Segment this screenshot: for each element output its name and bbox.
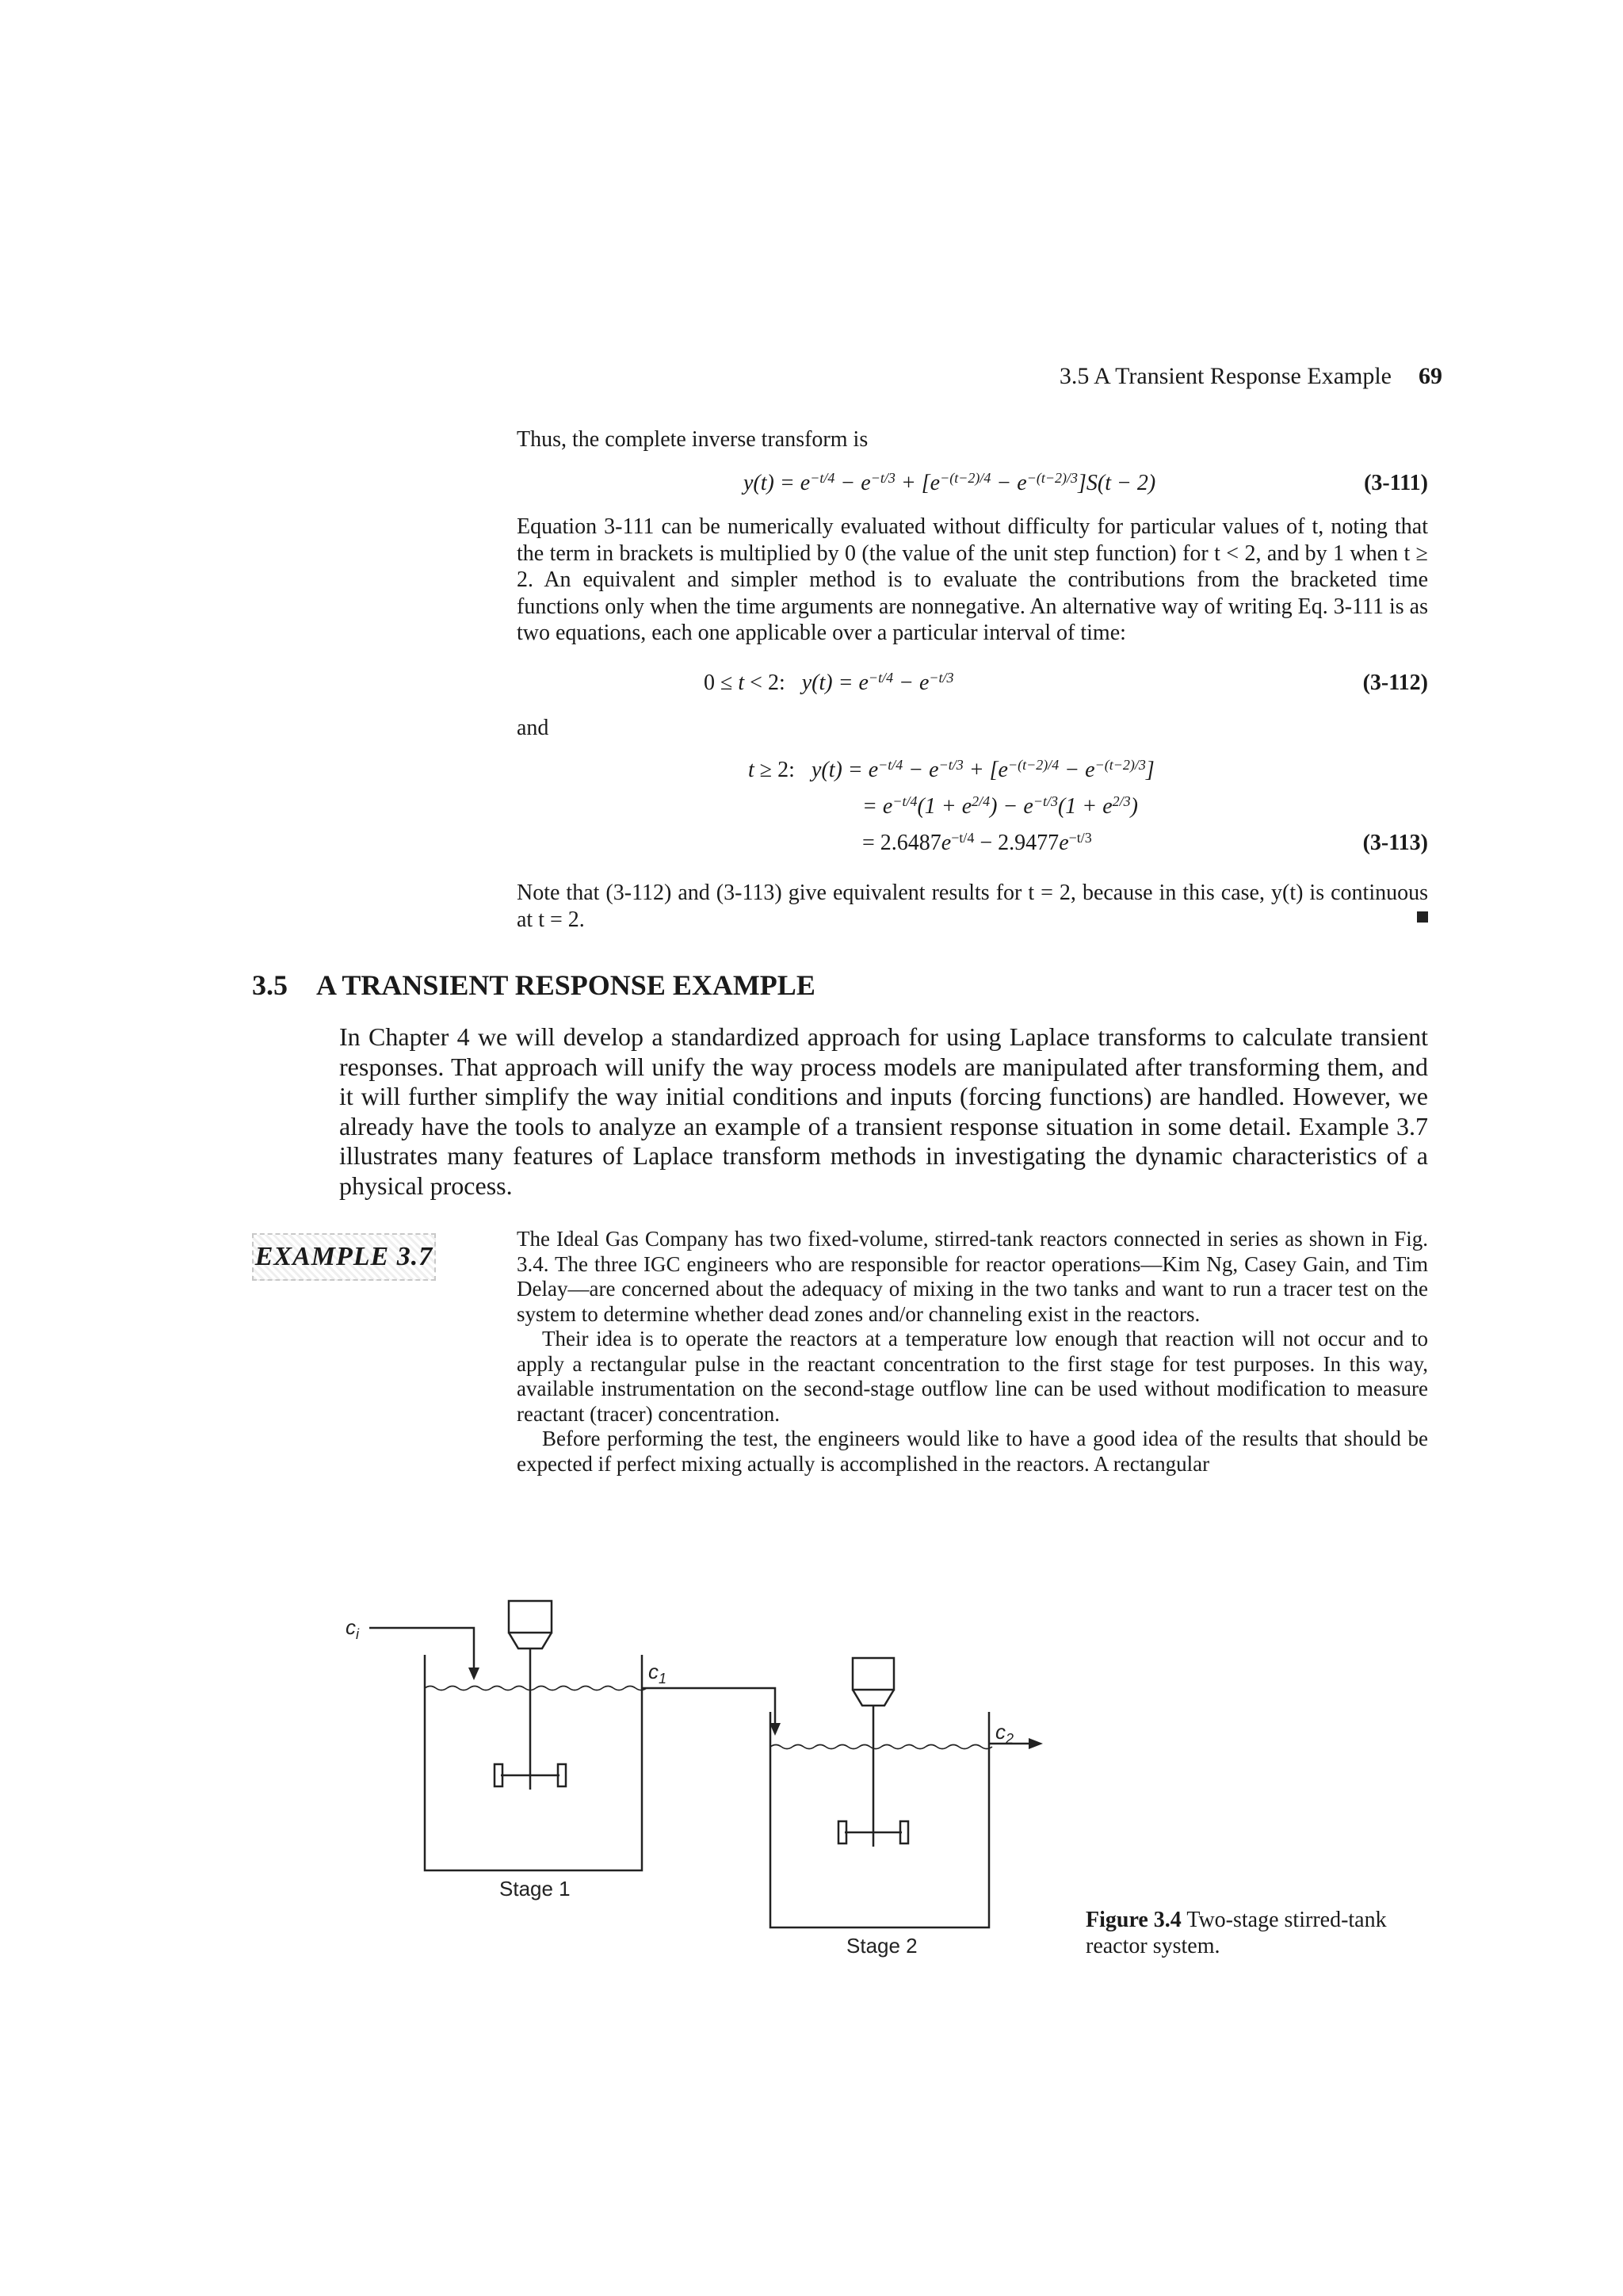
- tank-1-liquid-level: [425, 1687, 647, 1690]
- motor-1-body: [509, 1601, 552, 1633]
- outlet-arrowhead: [1029, 1738, 1043, 1749]
- figure-caption: [1086, 1907, 1419, 1959]
- figure-stirred-tank-diagram: [317, 1585, 1109, 2029]
- inlet-line: [369, 1628, 474, 1671]
- paragraph-evaluation: Equation 3-111 can be numerically evaluated without difficulty for particular values of t, noting that the term in brackets is multiplied by 0 (the value of the unit step function) for t < 2, and by 1 when t ≥ 2. An equivalent and simpler method is to evaluate the contributions from the bracketed time functions only when the time arguments are nonnegative. An alternative way of writing Eq. 3-111 is as two equations, each one applicable over a particular interval of time:: [517, 514, 1428, 645]
- header-section-title: 3.5 A Transient Response Example: [1059, 363, 1392, 389]
- intro-line: Thus, the complete inverse transform is: [517, 427, 869, 452]
- equation-number-3-111: (3-111): [1364, 471, 1428, 495]
- equation-3-113-line1: t ≥ 2: $y(t) = e^{-t/4} - e^{-t/3} + [e^{-(t-2)/4} - e^{-(t-2)/3}]$: [748, 757, 1155, 782]
- example-label: EXAMPLE 3.7: [254, 1242, 433, 1271]
- example-paragraph-3: Before performing the test, the engineers would like to have a good idea of the results that should be expected if perfect mixing actually is accomplished in the reactors. A rectangular: [517, 1427, 1428, 1476]
- note-paragraph: Note that (3-112) and (3-113) give equivalent results for t = 2, because in this case, y(t) is continuous at t = 2.: [517, 881, 1428, 932]
- equation-number-3-112: (3-112): [1362, 670, 1428, 695]
- motor-1-base: [509, 1633, 552, 1648]
- page-number: 69: [1419, 363, 1442, 389]
- equation-3-111: $y(t) = e^{-t/4} - e^{-t/3} + [e^{-(t-2)/4} - e^{-(t-2)/3}]S(t - 2)$: [743, 470, 1156, 495]
- end-of-example-mark: [1417, 911, 1428, 923]
- running-header: [983, 363, 1442, 390]
- tank-2-liquid-level: [770, 1745, 992, 1749]
- section-number: 3.5: [252, 969, 288, 1001]
- inlet-arrowhead: [468, 1668, 479, 1680]
- and-word: and: [517, 716, 549, 740]
- section-title: A TRANSIENT RESPONSE EXAMPLE: [316, 969, 815, 1001]
- equation-3-112: 0 ≤ t < 2: $y(t) = e^{-t/4} - e^{-t/3}$: [704, 670, 954, 695]
- figure-caption-label: Figure 3.4: [1086, 1908, 1182, 1932]
- example-paragraph-2: Their idea is to operate the reactors at a temperature low enough that reaction will not occur and to apply a rectangular pulse in the reactant concentration to the first stage for test purposes. In this way, available instrumentation on the second-stage outflow line can be used without modification to measure reactant (tracer) concentration.: [517, 1327, 1428, 1426]
- ci-label: $c_i$: [346, 1615, 359, 1642]
- tank-2-wall: [770, 1712, 989, 1927]
- section-heading: [252, 968, 815, 1002]
- motor-2-body: [853, 1658, 894, 1690]
- stage-1-label: Stage 1: [499, 1877, 571, 1901]
- example-badge: [252, 1233, 436, 1281]
- interstage-line: [642, 1688, 775, 1726]
- equation-3-113-line2: = $e^{-t/4}(1 + e^{2/4}) - e^{-t/3}(1 + e^{2/3})$: [862, 793, 1138, 819]
- c1-label: $c_1$: [648, 1660, 667, 1687]
- example-paragraph-1: The Ideal Gas Company has two fixed-volume, stirred-tank reactors connected in series as shown in Fig. 3.4. The three IGC engineers who are responsible for reactor operations—Kim Ng, Casey Gain, and Tim Delay—are concerned about the adequacy of mixing in the two tanks and want to run a tracer test on the system to determine whether dead zones and/or channeling exist in the reactors.: [517, 1227, 1428, 1326]
- stage-2-label: Stage 2: [846, 1934, 918, 1958]
- motor-2-base: [853, 1690, 894, 1706]
- figure-caption-text: Two-stage stirred-tank reactor system.: [1086, 1908, 1387, 1958]
- example-text: [517, 1227, 1428, 1477]
- equation-number-3-113: (3-113): [1362, 831, 1428, 855]
- equation-3-113-line3: = $2.6487e^{-t/4} - 2.9477e^{-t/3}$: [862, 830, 1092, 855]
- section-paragraph: In Chapter 4 we will develop a standardized approach for using Laplace transforms to calculate transient responses. That approach will unify the way process models are manipulated after transforming them, and it will further simplify the way initial conditions and inputs (forcing functions) are handled. However, we already have the tools to analyze an example of a transient response situation in some detail. Example 3.7 illustrates many features of Laplace transform methods in investigating the dynamic characteristics of a physical process.: [339, 1022, 1428, 1200]
- c2-label: $c_2$: [995, 1720, 1014, 1747]
